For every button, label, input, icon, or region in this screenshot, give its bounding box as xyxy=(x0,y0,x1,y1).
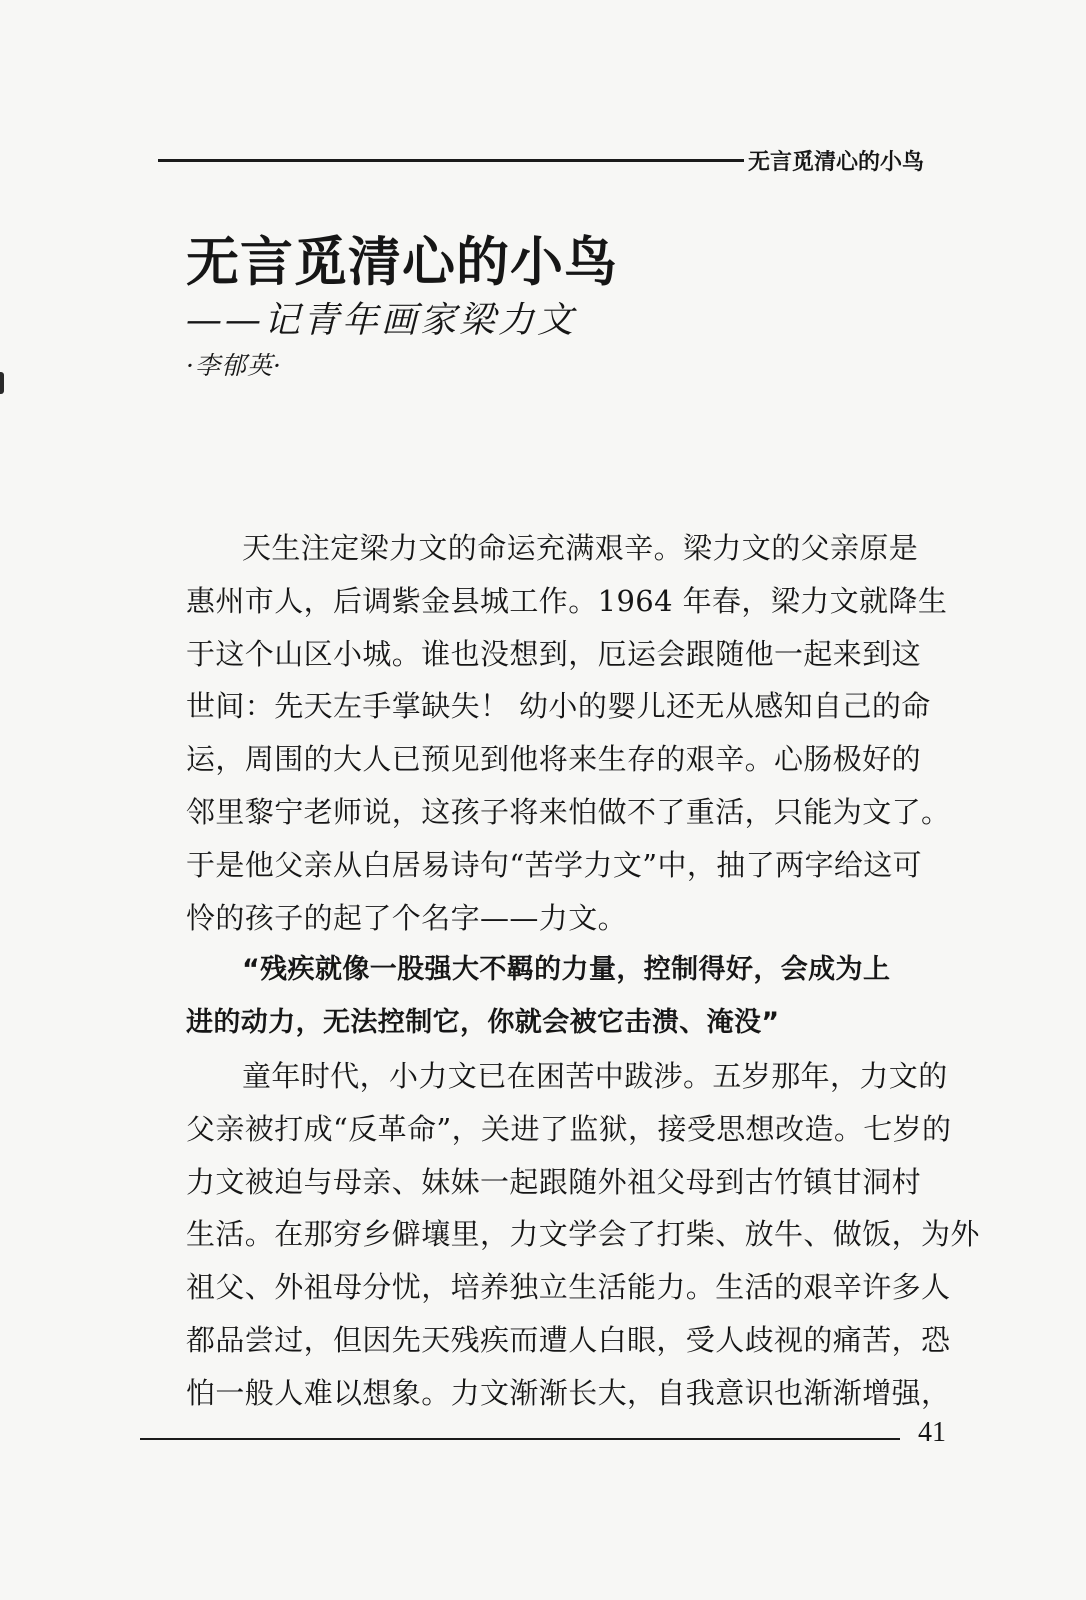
footer-rule xyxy=(140,1438,900,1440)
page-number: 41 xyxy=(918,1417,946,1448)
scan-edge-mark xyxy=(0,372,4,394)
body-line: 天生注定梁力文的命运充满艰辛。梁力文的父亲原是 xyxy=(242,531,919,565)
body-line: 都品尝过，但因先天残疾而遭人白眼，受人歧视的痛苦，恐 xyxy=(186,1322,951,1357)
article-title: 无言觅清心的小鸟 xyxy=(186,232,618,293)
running-header-title: 无言觅清心的小鸟 xyxy=(748,150,925,175)
running-header xyxy=(158,150,948,180)
body-line: 祖父、外祖母分忧，培养独立生活能力。生活的艰辛许多人 xyxy=(186,1270,951,1305)
body-line: 父亲被打成“反革命”，关进了监狱，接受思想改造。七岁的 xyxy=(186,1111,952,1146)
body-line: 于是他父亲从白居易诗句“苦学力文”中，抽了两字给这可 xyxy=(186,847,923,882)
body-line: 世间：先天左手掌缺失！ 幼小的婴儿还无从感知自己的命 xyxy=(186,689,931,724)
header-rule xyxy=(158,159,744,162)
body-line: 邻里黎宁老师说，这孩子将来怕做不了重活，只能为文了。 xyxy=(186,794,951,829)
body-line: 力文被迫与母亲、妹妹一起跟随外祖父母到古竹镇甘洞村 xyxy=(186,1164,922,1199)
section-heading-line: “残疾就像一股强大不羁的力量，控制得好，会成为上 xyxy=(242,954,891,986)
body-line: 童年时代，小力文已在困苦中跋涉。五岁那年，力文的 xyxy=(242,1058,948,1093)
article-body xyxy=(186,522,980,1420)
body-line: 怜的孩子的起了个名字——力文。 xyxy=(186,900,628,935)
body-line: 于这个山区小城。谁也没想到，厄运会跟随他一起来到这 xyxy=(186,636,922,671)
section-heading-line: 进的动力，无法控制它，你就会被它击溃、淹没” xyxy=(186,1007,780,1039)
body-line: 怕一般人难以想象。力文渐渐长大，自我意识也渐渐增强， xyxy=(186,1375,951,1410)
body-line: 惠州市人，后调紫金县城工作。1964 年春，梁力文就降生 xyxy=(186,583,948,618)
article-subtitle: ——记青年画家梁力文 xyxy=(186,300,577,341)
article-author: ·李郁英· xyxy=(186,351,282,380)
body-line: 运，周围的大人已预见到他将来生存的艰辛。心肠极好的 xyxy=(186,742,922,777)
body-line: 生活。在那穷乡僻壤里，力文学会了打柴、放牛、做饭，为外 xyxy=(186,1217,980,1252)
